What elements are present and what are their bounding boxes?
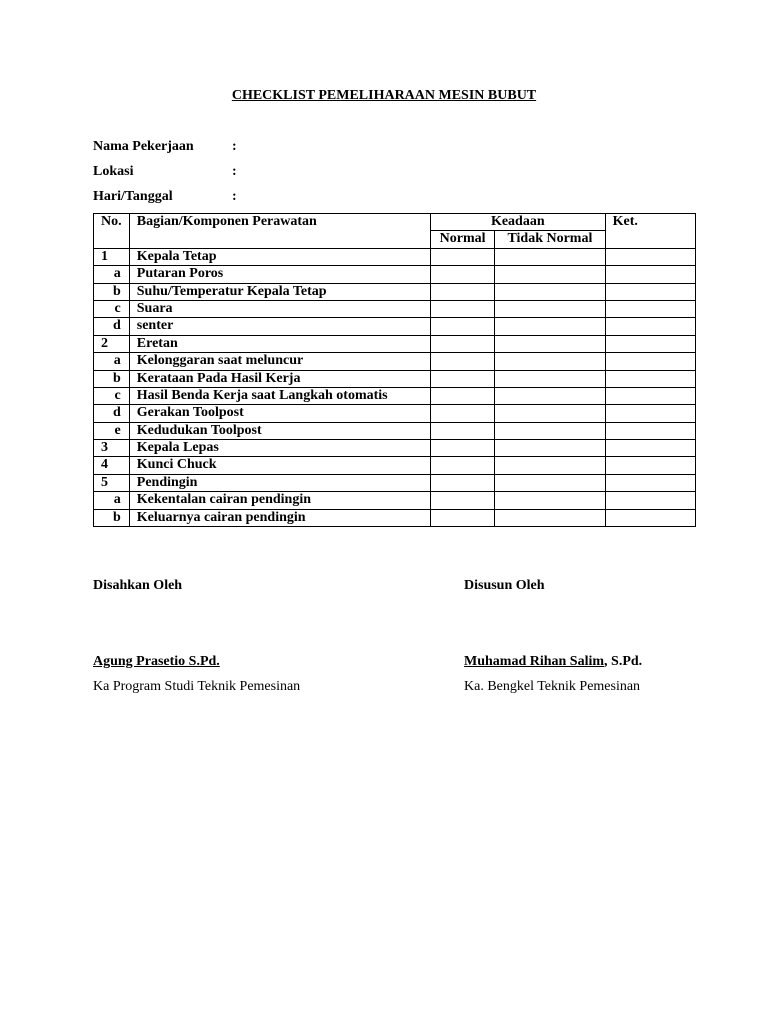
table-row <box>94 457 696 474</box>
row-item: Suhu/Temperatur Kepala Tetap <box>129 283 430 300</box>
table-row <box>94 248 696 265</box>
row-number: a <box>94 492 130 509</box>
document-title: CHECKLIST PEMELIHARAAN MESIN BUBUT <box>231 88 537 103</box>
cell-tidak-normal[interactable] <box>495 283 605 300</box>
table-row <box>94 440 696 457</box>
cell-tidak-normal[interactable] <box>495 405 605 422</box>
cell-tidak-normal[interactable] <box>495 300 605 317</box>
signature-right-name-suffix: , S.Pd. <box>604 654 643 669</box>
row-item: Pendingin <box>129 474 430 491</box>
row-number: 5 <box>94 474 130 491</box>
cell-normal[interactable] <box>430 300 494 317</box>
row-number: c <box>94 300 130 317</box>
signature-right-name: Muhamad Rihan Salim <box>464 654 605 669</box>
row-item: Kepala Lepas <box>129 440 430 457</box>
field-separator: : <box>232 139 237 154</box>
row-item: Suara <box>129 300 430 317</box>
cell-normal[interactable] <box>430 474 494 491</box>
field-separator: : <box>232 189 237 204</box>
row-number: d <box>94 405 130 422</box>
table-row <box>94 474 696 491</box>
field-label: Lokasi <box>93 164 134 179</box>
row-number: e <box>94 422 130 439</box>
header-no: No. <box>94 214 130 249</box>
signature-right-name-line <box>464 654 642 670</box>
field-hari-tanggal <box>93 189 237 205</box>
cell-tidak-normal[interactable] <box>495 266 605 283</box>
table-row <box>94 283 696 300</box>
cell-ket[interactable] <box>605 353 695 370</box>
cell-normal[interactable] <box>430 457 494 474</box>
cell-normal[interactable] <box>430 405 494 422</box>
cell-ket[interactable] <box>605 318 695 335</box>
row-item: Kekentalan cairan pendingin <box>129 492 430 509</box>
table-row <box>94 335 696 352</box>
cell-ket[interactable] <box>605 457 695 474</box>
field-lokasi <box>93 164 237 180</box>
header-item: Bagian/Komponen Perawatan <box>129 214 430 249</box>
signature-right-position: Ka. Bengkel Teknik Pemesinan <box>464 679 641 694</box>
row-number: 3 <box>94 440 130 457</box>
table-header-row <box>94 214 696 231</box>
cell-normal[interactable] <box>430 335 494 352</box>
cell-normal[interactable] <box>430 422 494 439</box>
field-separator: : <box>232 164 237 179</box>
row-number: 2 <box>94 335 130 352</box>
cell-normal[interactable] <box>430 370 494 387</box>
cell-tidak-normal[interactable] <box>495 509 605 526</box>
cell-ket[interactable] <box>605 492 695 509</box>
signature-left-heading: Disahkan Oleh <box>93 578 183 593</box>
row-item: Gerakan Toolpost <box>129 405 430 422</box>
cell-tidak-normal[interactable] <box>495 370 605 387</box>
row-number: b <box>94 370 130 387</box>
table-row <box>94 387 696 404</box>
table-row <box>94 370 696 387</box>
signature-right-heading: Disusun Oleh <box>464 578 545 593</box>
row-item: Kerataan Pada Hasil Kerja <box>129 370 430 387</box>
cell-ket[interactable] <box>605 300 695 317</box>
row-item: Hasil Benda Kerja saat Langkah otomatis <box>129 387 430 404</box>
table-row <box>94 300 696 317</box>
row-item: Kelonggaran saat meluncur <box>129 353 430 370</box>
cell-tidak-normal[interactable] <box>495 422 605 439</box>
row-number: 1 <box>94 248 130 265</box>
cell-tidak-normal[interactable] <box>495 492 605 509</box>
cell-normal[interactable] <box>430 318 494 335</box>
row-item: Kedudukan Toolpost <box>129 422 430 439</box>
cell-normal[interactable] <box>430 248 494 265</box>
row-item: Putaran Poros <box>129 266 430 283</box>
field-nama-pekerjaan <box>93 139 237 155</box>
cell-tidak-normal[interactable] <box>495 335 605 352</box>
cell-ket[interactable] <box>605 440 695 457</box>
cell-tidak-normal[interactable] <box>495 457 605 474</box>
cell-normal[interactable] <box>430 353 494 370</box>
table-row <box>94 353 696 370</box>
table-row <box>94 405 696 422</box>
cell-ket[interactable] <box>605 335 695 352</box>
cell-ket[interactable] <box>605 509 695 526</box>
cell-ket[interactable] <box>605 422 695 439</box>
cell-ket[interactable] <box>605 266 695 283</box>
cell-tidak-normal[interactable] <box>495 474 605 491</box>
cell-ket[interactable] <box>605 474 695 491</box>
row-item: Eretan <box>129 335 430 352</box>
cell-normal[interactable] <box>430 509 494 526</box>
field-label: Hari/Tanggal <box>93 189 173 204</box>
row-number: d <box>94 318 130 335</box>
table-row <box>94 266 696 283</box>
row-item: Keluarnya cairan pendingin <box>129 509 430 526</box>
cell-ket[interactable] <box>605 405 695 422</box>
cell-tidak-normal[interactable] <box>495 440 605 457</box>
table-row <box>94 318 696 335</box>
cell-ket[interactable] <box>605 387 695 404</box>
cell-normal[interactable] <box>430 387 494 404</box>
row-number: 4 <box>94 457 130 474</box>
row-number: b <box>94 283 130 300</box>
cell-tidak-normal[interactable] <box>495 248 605 265</box>
cell-normal[interactable] <box>430 492 494 509</box>
header-normal: Normal <box>430 231 494 248</box>
row-number: b <box>94 509 130 526</box>
row-item: senter <box>129 318 430 335</box>
cell-tidak-normal[interactable] <box>495 353 605 370</box>
cell-normal[interactable] <box>430 283 494 300</box>
row-number: a <box>94 353 130 370</box>
header-keadaan: Keadaan <box>430 214 605 231</box>
cell-ket[interactable] <box>605 370 695 387</box>
cell-ket[interactable] <box>605 248 695 265</box>
table-row <box>94 509 696 526</box>
signature-left-name: Agung Prasetio S.Pd. <box>93 654 220 669</box>
table-row <box>94 422 696 439</box>
table-row <box>94 492 696 509</box>
signature-left-position: Ka Program Studi Teknik Pemesinan <box>93 679 301 694</box>
row-item: Kepala Tetap <box>129 248 430 265</box>
row-item: Kunci Chuck <box>129 457 430 474</box>
row-number: c <box>94 387 130 404</box>
checklist-table <box>93 213 696 527</box>
cell-tidak-normal[interactable] <box>495 387 605 404</box>
cell-ket[interactable] <box>605 283 695 300</box>
table-body <box>94 248 696 526</box>
cell-normal[interactable] <box>430 440 494 457</box>
field-label: Nama Pekerjaan <box>93 139 194 154</box>
cell-tidak-normal[interactable] <box>495 318 605 335</box>
row-number: a <box>94 266 130 283</box>
cell-normal[interactable] <box>430 266 494 283</box>
header-tidak-normal: Tidak Normal <box>495 231 605 248</box>
header-ket: Ket. <box>605 214 695 249</box>
